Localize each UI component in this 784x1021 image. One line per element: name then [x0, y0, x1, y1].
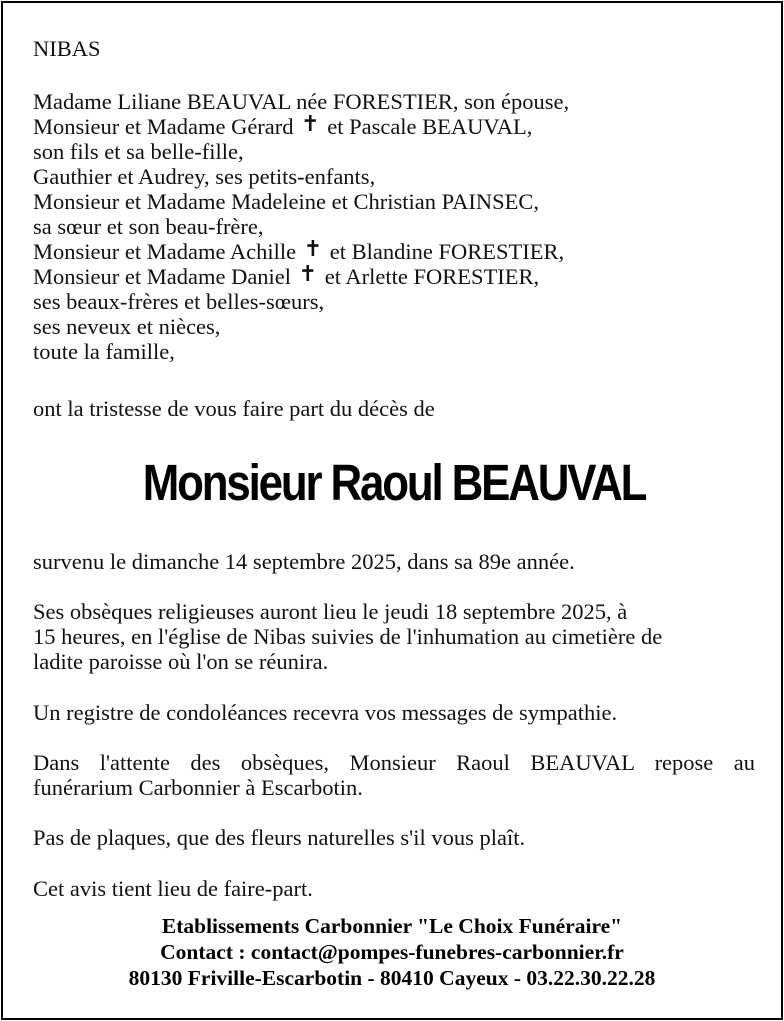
deceased-name: Monsieur Raoul BEAUVAL	[142, 454, 646, 511]
family-line-text: Monsieur et Madame Daniel	[33, 264, 292, 289]
family-line	[33, 339, 755, 364]
rest-line: funérarium Carbonnier à Escarbotin.	[33, 775, 363, 800]
cross-icon: ✝	[303, 237, 323, 262]
family-line-text: ses neveux et nièces,	[33, 314, 221, 339]
family-line-text: Gauthier et Audrey, ses petits-enfants,	[33, 164, 376, 189]
family-line-text: Monsieur et Madame Madeleine et Christian PAINSEC,	[33, 189, 539, 214]
family-line	[33, 189, 755, 214]
family-line	[33, 239, 755, 264]
intro-text: ont la tristesse de vous faire part du décès de	[33, 396, 435, 421]
notice-statement: Cet avis tient lieu de faire-part.	[33, 876, 313, 901]
family-line	[33, 114, 755, 139]
family-line	[33, 264, 755, 289]
family-line-text: Madame Liliane BEAUVAL née FORESTIER, son épouse,	[33, 89, 570, 114]
condolence-register: Un registre de condoléances recevra vos messages de sympathie.	[33, 700, 618, 725]
company-name: Etablissements Carbonnier "Le Choix Funéraire"	[161, 914, 623, 938]
service-line: 15 heures, en l'église de Nibas suivies de l'inhumation au cimetière de	[33, 624, 663, 649]
rest-location	[33, 750, 755, 800]
funeral-service	[33, 599, 755, 674]
rest-line: Dans l'attente des obsèques, Monsieur Raoul BEAUVAL repose au	[33, 750, 755, 775]
town-name: NIBAS	[33, 36, 101, 61]
family-line-text: et Pascale BEAUVAL,	[327, 114, 533, 139]
family-list	[33, 89, 755, 364]
family-line	[33, 314, 755, 339]
service-line: Ses obsèques religieuses auront lieu le jeudi 18 septembre 2025, à	[33, 599, 628, 624]
obituary-notice	[1, 1, 783, 1020]
family-line-text: ses beaux-frères et belles-sœurs,	[33, 289, 325, 314]
cross-icon: ✝	[298, 262, 318, 287]
family-line-text: et Blandine FORESTIER,	[329, 239, 565, 264]
funeral-home-footer	[3, 913, 781, 991]
family-line-text: son fils et sa belle-fille,	[33, 139, 244, 164]
family-line	[33, 139, 755, 164]
company-address: 80130 Friville-Escarbotin - 80410 Cayeux - 03.22.30.22.28	[128, 966, 656, 990]
flowers-request: Pas de plaques, que des fleurs naturelles s'il vous plaît.	[33, 825, 526, 850]
family-line	[33, 164, 755, 189]
family-line-text: toute la famille,	[33, 339, 175, 364]
death-info: survenu le dimanche 14 septembre 2025, dans sa 89e année.	[33, 549, 575, 574]
cross-icon: ✝	[301, 112, 320, 137]
family-line	[33, 214, 755, 239]
family-line-text: Monsieur et Madame Gérard	[33, 114, 294, 139]
family-line-text: Monsieur et Madame Achille	[33, 239, 297, 264]
family-line	[33, 89, 755, 114]
contact-email[interactable]: Contact : contact@pompes-funebres-carbonnier.fr	[160, 940, 624, 964]
family-line-text: sa sœur et son beau-frère,	[33, 214, 264, 239]
family-line	[33, 289, 755, 314]
family-line-text: et Arlette FORESTIER,	[324, 264, 540, 289]
service-line: ladite paroisse où l'on se réunira.	[33, 649, 329, 674]
